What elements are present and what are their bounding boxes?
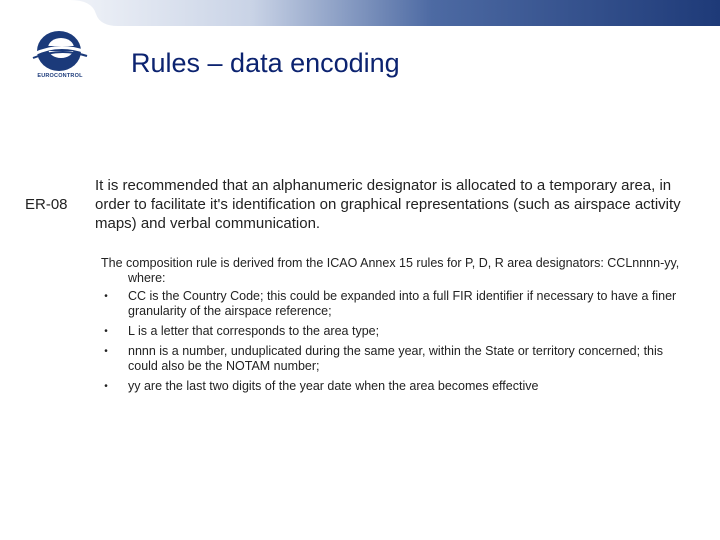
list-item bbox=[101, 289, 691, 319]
composition-section bbox=[101, 256, 691, 399]
bullet-text: L is a letter that corresponds to the area type; bbox=[128, 324, 380, 338]
bullet-icon: • bbox=[104, 381, 108, 392]
bullet-text: yy are the last two digits of the year date when the area becomes effective bbox=[128, 379, 539, 393]
bullet-icon: • bbox=[104, 346, 108, 357]
logo-icon bbox=[30, 28, 88, 74]
list-item bbox=[101, 344, 691, 374]
rule-id: ER-08 bbox=[25, 196, 68, 213]
header-banner-graphic bbox=[0, 0, 720, 26]
logo-text: EUROCONTROL bbox=[37, 73, 83, 79]
list-item bbox=[101, 324, 691, 339]
bullet-icon: • bbox=[104, 326, 108, 337]
bullet-text: CC is the Country Code; this could be expanded into a full FIR identifier if necessary to have a finer granularity of the airspace reference; bbox=[128, 289, 677, 318]
page-title: Rules – data encoding bbox=[131, 48, 400, 78]
bullet-icon: • bbox=[104, 291, 108, 302]
list-item bbox=[101, 379, 691, 394]
bullet-text: nnnn is a number, unduplicated during the same year, within the State or territory concerned; this could also be the NOTAM number; bbox=[128, 344, 664, 373]
composition-bullet-list bbox=[101, 289, 691, 394]
header-banner bbox=[0, 0, 720, 26]
rule-text: It is recommended that an alphanumeric designator is allocated to a temporary area, in order to facilitate it's identification on graphical representations (such as airspace activity maps) and verbal communication. bbox=[95, 177, 681, 232]
composition-intro: The composition rule is derived from the ICAO Annex 15 rules for P, D, R area designators: CCLnnnn-yy, where: bbox=[101, 256, 680, 285]
